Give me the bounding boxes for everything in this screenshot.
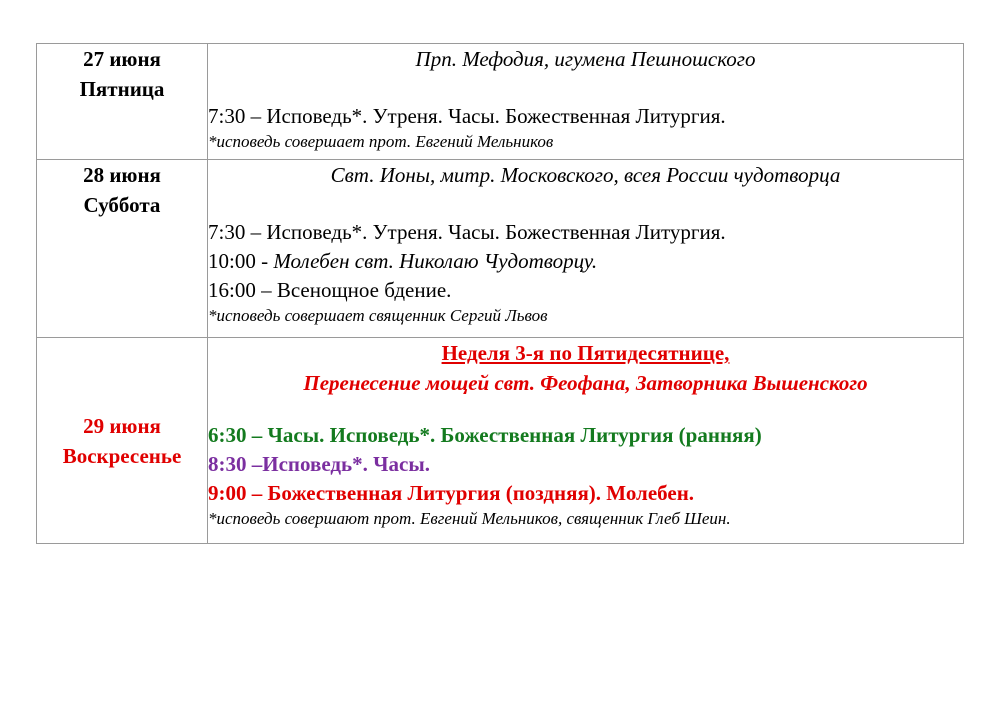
service-time: 10:00 - — [208, 249, 274, 273]
service-line-hours: 8:30 –Исповедь*. Часы. — [208, 452, 430, 476]
day-weekday: Воскресенье — [62, 443, 182, 468]
service-line — [208, 218, 963, 247]
day-weekday: Суббота — [83, 193, 161, 217]
service-line-early: 6:30 – Часы. Исповедь*. Божественная Литургия (ранняя) — [208, 423, 762, 447]
service-cell — [208, 44, 964, 160]
day-date: 27 июня — [83, 47, 161, 71]
service-text: Исповедь*. Утреня. Часы. Божественная Литургия. — [266, 104, 726, 128]
day-cell — [37, 338, 208, 544]
service-line — [208, 247, 963, 276]
confession-note: *исповедь совершают прот. Евгений Мельников, священник Глеб Шеин. — [208, 509, 731, 528]
table-row — [37, 44, 964, 160]
confession-note: *исповедь совершает прот. Евгений Мельников — [208, 132, 554, 151]
service-cell — [208, 338, 964, 544]
table-row — [37, 160, 964, 338]
service-text: Молебен свт. Николаю Чудотворцу. — [273, 249, 598, 273]
feast-subtitle: Перенесение мощей свт. Феофана, Затворника Вышенского — [303, 371, 868, 395]
confession-note: *исповедь совершает священник Сергий Львов — [208, 306, 548, 325]
schedule-table — [36, 43, 964, 544]
service-cell — [208, 160, 964, 338]
day-cell — [37, 160, 208, 338]
table-row — [37, 338, 964, 544]
day-date: 28 июня — [83, 163, 161, 187]
day-cell — [37, 44, 208, 160]
day-weekday: Пятница — [79, 77, 165, 101]
service-line: 16:00 – Всенощное бдение. — [208, 278, 452, 302]
feast-title: Неделя 3-я по Пятидесятнице, — [441, 341, 730, 365]
feast-title: Прп. Мефодия, игумена Пешношского — [415, 47, 756, 71]
service-line — [208, 102, 963, 131]
service-time: 7:30 – — [208, 104, 267, 128]
service-line-late: 9:00 – Божественная Литургия (поздняя). Молебен. — [208, 481, 695, 505]
service-time: 7:30 – — [208, 220, 267, 244]
day-date: 29 июня — [83, 413, 161, 438]
service-text: Исповедь*. Утреня. Часы. Божественная Литургия. — [266, 220, 726, 244]
feast-title: Свт. Ионы, митр. Московского, всея России чудотворца — [330, 163, 841, 187]
